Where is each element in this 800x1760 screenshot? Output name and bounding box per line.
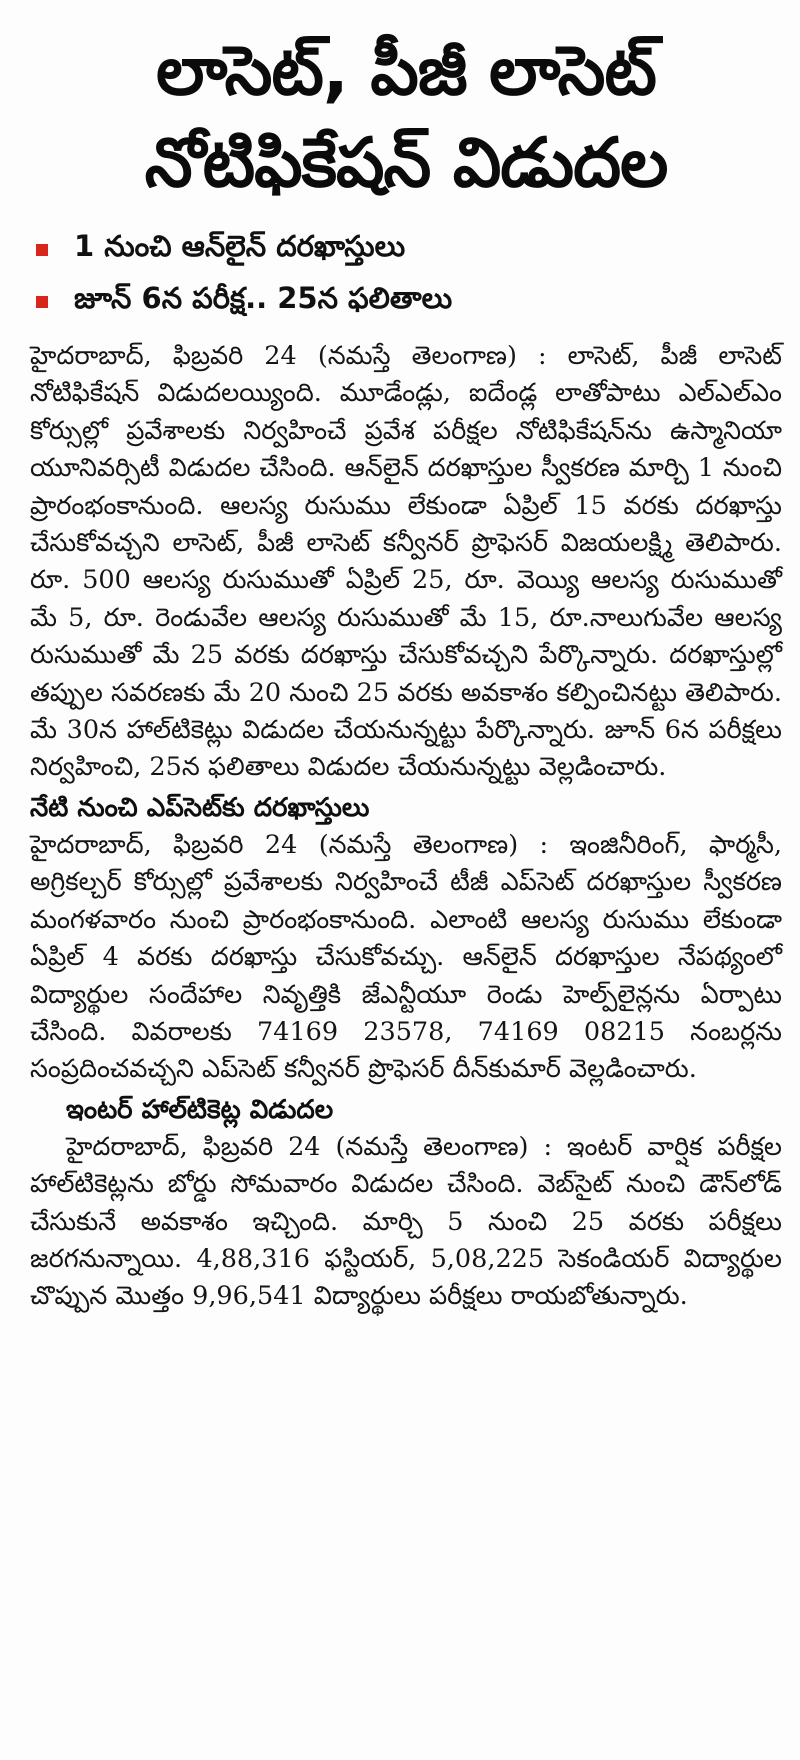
eapcet-story-body: హైదరాబాద్, ఫిబ్రవరి 24 (నమస్తే తెలంగాణ) : ఇంజినీరింగ్, ఫార్మసీ, అగ్రికల్చర్ కోర్సుల్లో ప్రవేశాలకు నిర్వహించే టీజీ ఎప్‌సెట్ దరఖాస్తుల స్వీకరణ మంగళవారం నుంచి ప్రారంభంకానుంది. ఎలాంటి ఆలస్య రుసుము లేకుండా ఏప్రిల్ 4 వరకు దరఖాస్తు చేసుకోవచ్చు. ఆన్‌లైన్ దరఖాస్తుల నేపథ్యంలో విద్యార్థుల సందేహాల నివృత్తికి జేఎన్టీయూ రెండు హెల్ప్‌లైన్లను ఏర్పాటు చేసింది. వివరాలకు 74169 23578, 74169 08215 నంబర్లను సంప్రదించవచ్చని ఎప్‌సెట్ కన్వీనర్ ప్రొఫెసర్ దీన్‌కుమార్ వెల్లడించారు. <box>30 829 782 1085</box>
highlight-item <box>36 224 782 276</box>
red-square-bullet-icon <box>36 244 48 256</box>
lawcet-story-body: హైదరాబాద్, ఫిబ్రవరి 24 (నమస్తే తెలంగాణ) : లాసెట్, పీజీ లాసెట్ నోటిఫికేషన్ విడుదలయ్యింది. మూడేండ్లు, ఐదేండ్ల లాతోపాటు ఎల్ఎల్ఎం కోర్సుల్లో ప్రవేశాలకు నిర్వహించే ప్రవేశ పరీక్షల నోటిఫికేషన్‌ను ఉస్మానియా యూనివర్సిటీ విడుదల చేసింది. ఆన్‌లైన్ దరఖాస్తుల స్వీకరణ మార్చి 1 నుంచి ప్రారంభంకానుంది. ఆలస్య రుసుము లేకుండా ఏప్రిల్ 15 వరకు దరఖాస్తు చేసుకోవచ్చని లాసెట్, పీజీ లాసెట్ కన్వీనర్ ప్రొఫెసర్ విజయలక్ష్మి తెలిపారు. రూ. 500 ఆలస్య రుసుముతో ఏప్రిల్ 25, రూ. వెయ్యి ఆలస్య రుసుముతో మే 5, రూ. రెండువేల ఆలస్య రుసుముతో మే 15, రూ.నాలుగువేల ఆలస్య రుసుముతో మే 25 వరకు దరఖాస్తు చేసుకోవచ్చని పేర్కొన్నారు. దరఖాస్తుల్లో తప్పుల సవరణకు మే 20 నుంచి 25 వరకు అవకాశం కల్పించినట్టు తెలిపారు. మే 30న హాల్‌టికెట్లు విడుదల చేయనున్నట్టు పేర్కొన్నారు. జూన్ 6న పరీక్షలు నిర్వహించి, 25న ఫలితాలు విడుదల చేయనున్నట్టు వెల్లడించారు. <box>30 341 782 783</box>
headline <box>30 26 782 210</box>
red-square-bullet-icon <box>36 296 48 308</box>
highlight-text: 1 నుంచి ఆన్‌లైన్ దరఖాస్తులు <box>74 229 406 263</box>
highlight-item <box>36 276 782 328</box>
eapcet-story <box>30 789 782 1089</box>
highlight-text: జూన్ 6న పరీక్ష.. 25న ఫలితాలు <box>74 281 453 315</box>
headline-line-1: లాసెట్, పీజీ లాసెట్ <box>156 32 656 111</box>
inter-hallticket-story <box>30 1091 782 1316</box>
highlights-list <box>36 224 782 328</box>
headline-line-2: నోటిఫికేషన్ విడుదల <box>144 124 668 203</box>
eapcet-subheading: నేటి నుంచి ఎప్‌సెట్‌కు దరఖాస్తులు <box>30 792 370 823</box>
lawcet-story <box>30 338 782 787</box>
inter-subheading: ఇంటర్ హాల్‌టికెట్ల విడుదల <box>66 1094 334 1125</box>
inter-story-body: హైదరాబాద్, ఫిబ్రవరి 24 (నమస్తే తెలంగాణ) : ఇంటర్ వార్షిక పరీక్షల హాల్‌టికెట్లను బోర్డు సోమవారం విడుదల చేసింది. వెబ్‌సైట్ నుంచి డౌన్‌లోడ్ చేసుకునే అవకాశం ఇచ్చింది. మార్చి 5 నుంచి 25 వరకు పరీక్షలు జరగనున్నాయి. 4,88,316 ఫస్టియర్, 5,08,225 సెకండియర్ విద్యార్థుల చొప్పున మొత్తం 9,96,541 విద్యార్థులు పరీక్షలు రాయబోతున్నారు. <box>30 1131 782 1312</box>
